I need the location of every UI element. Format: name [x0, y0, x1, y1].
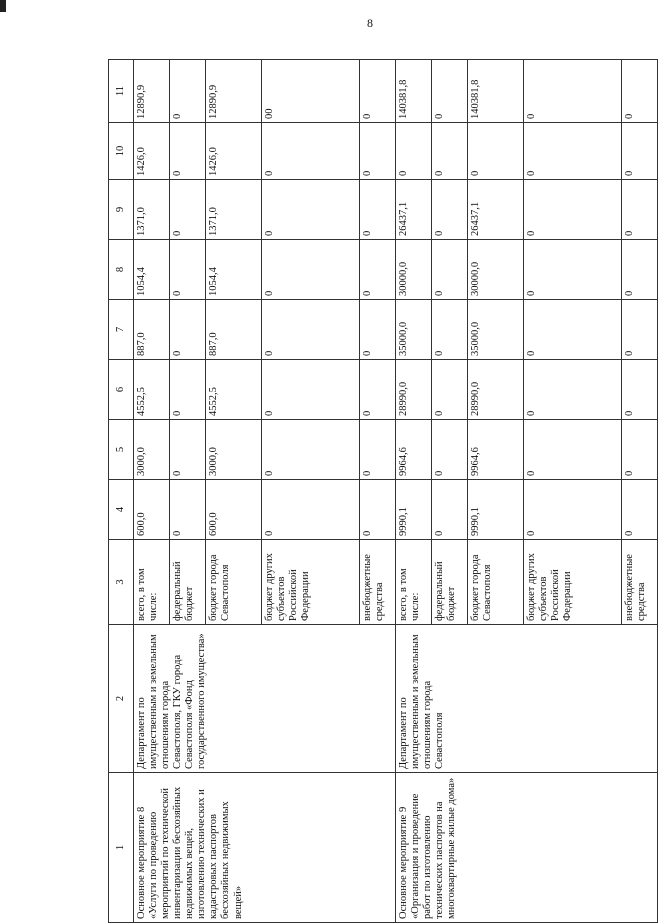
- value-cell: 9964,6: [468, 420, 524, 480]
- value-cell: 0: [524, 123, 622, 180]
- funding-source-cell: федеральный бюджет: [432, 540, 468, 625]
- header-cell: 4: [109, 480, 134, 540]
- value-cell: 35000,0: [396, 300, 432, 360]
- value-cell: 0: [524, 480, 622, 540]
- event-cell: Основное мероприятие 9 «Организация и проведение работ по изготовлению технических паспортов на многоквартирные жилые дома»: [396, 773, 658, 923]
- scan-edge-mark: [0, 0, 6, 12]
- value-cell: 0: [360, 180, 396, 240]
- value-cell: 0: [524, 420, 622, 480]
- funding-source-cell: всего, в том числе:: [396, 540, 432, 625]
- value-cell: 3000,0: [134, 420, 170, 480]
- value-cell: 0: [262, 480, 360, 540]
- value-cell: 0: [170, 180, 206, 240]
- value-cell: 1371,0: [206, 180, 262, 240]
- value-cell: 0: [622, 480, 658, 540]
- value-cell: 0: [432, 123, 468, 180]
- funding-source-cell: федеральный бюджет: [170, 540, 206, 625]
- value-cell: 35000,0: [468, 300, 524, 360]
- value-cell: 4552,5: [134, 360, 170, 420]
- value-cell: 0: [170, 480, 206, 540]
- value-cell: 00: [262, 60, 360, 123]
- value-cell: 0: [622, 60, 658, 123]
- rotated-table-wrapper: [108, 59, 658, 923]
- value-cell: 9964,6: [396, 420, 432, 480]
- header-cell: 3: [109, 540, 134, 625]
- header-cell: 8: [109, 240, 134, 300]
- value-cell: 0: [524, 60, 622, 123]
- value-cell: 0: [170, 123, 206, 180]
- value-cell: 0: [432, 420, 468, 480]
- value-cell: 0: [432, 300, 468, 360]
- value-cell: 1054,4: [134, 240, 170, 300]
- header-cell: 1: [109, 773, 134, 923]
- value-cell: 0: [622, 300, 658, 360]
- value-cell: 0: [262, 300, 360, 360]
- value-cell: 0: [170, 360, 206, 420]
- value-cell: 887,0: [206, 300, 262, 360]
- value-cell: 0: [262, 240, 360, 300]
- value-cell: 140381,8: [468, 60, 524, 123]
- header-cell: 5: [109, 420, 134, 480]
- value-cell: 600,0: [134, 480, 170, 540]
- finance-table: [108, 59, 658, 923]
- value-cell: 0: [432, 180, 468, 240]
- value-cell: 0: [432, 360, 468, 420]
- value-cell: 12890,9: [134, 60, 170, 123]
- value-cell: 0: [524, 300, 622, 360]
- value-cell: 0: [432, 60, 468, 123]
- value-cell: 0: [170, 300, 206, 360]
- header-cell: 9: [109, 180, 134, 240]
- funding-source-cell: бюджет города Севастополя: [468, 540, 524, 625]
- value-cell: 0: [622, 180, 658, 240]
- value-cell: 0: [622, 360, 658, 420]
- value-cell: 0: [262, 360, 360, 420]
- funding-source-cell: внебюджетные средства: [360, 540, 396, 625]
- value-cell: 0: [524, 180, 622, 240]
- value-cell: 3000,0: [206, 420, 262, 480]
- funding-source-cell: бюджет города Севастополя: [206, 540, 262, 625]
- value-cell: 0: [360, 300, 396, 360]
- value-cell: 30000,0: [468, 240, 524, 300]
- value-cell: 0: [170, 420, 206, 480]
- executor-cell: Департамент по имущественным и земельным отношениям города Севастополя, ГКУ города Севастополя «Фонд государственного имущества»: [134, 625, 396, 773]
- value-cell: 1054,4: [206, 240, 262, 300]
- table-row: [134, 60, 170, 923]
- value-cell: 0: [170, 240, 206, 300]
- table-row: [396, 60, 432, 923]
- value-cell: 600,0: [206, 480, 262, 540]
- value-cell: 0: [432, 480, 468, 540]
- value-cell: 28990,0: [396, 360, 432, 420]
- value-cell: 0: [360, 60, 396, 123]
- value-cell: 0: [360, 360, 396, 420]
- funding-source-cell: внебюджетные средства: [622, 540, 658, 625]
- value-cell: 0: [360, 480, 396, 540]
- value-cell: 0: [622, 123, 658, 180]
- value-cell: 0: [360, 420, 396, 480]
- value-cell: 0: [622, 420, 658, 480]
- value-cell: 0: [170, 60, 206, 123]
- value-cell: 26437,1: [468, 180, 524, 240]
- value-cell: 9990,1: [396, 480, 432, 540]
- value-cell: 4552,5: [206, 360, 262, 420]
- executor-cell: Департамент по имущественным и земельным отношениям города Севастополя: [396, 625, 658, 773]
- value-cell: 12890,9: [206, 60, 262, 123]
- header-cell: 2: [109, 625, 134, 773]
- value-cell: 30000,0: [396, 240, 432, 300]
- value-cell: 0: [622, 240, 658, 300]
- header-cell: 6: [109, 360, 134, 420]
- header-cell: 11: [109, 60, 134, 123]
- header-row: [109, 60, 134, 923]
- funding-source-cell: всего, в том числе:: [134, 540, 170, 625]
- value-cell: 140381,8: [396, 60, 432, 123]
- value-cell: 0: [432, 240, 468, 300]
- value-cell: 0: [262, 420, 360, 480]
- value-cell: 28990,0: [468, 360, 524, 420]
- funding-source-cell: бюджет других субъектов Российской Федерации: [524, 540, 622, 625]
- funding-source-cell: бюджет других субъектов Российской Федерации: [262, 540, 360, 625]
- value-cell: 0: [524, 240, 622, 300]
- event-cell: Основное мероприятие 8 «Услуги по проведению мероприятий по технической инвентаризации бесхозяйных недвижимых вещей, изготовлению технических и кадастровых паспортов бесхозяйных недвижимых вещей»: [134, 773, 396, 923]
- value-cell: 26437,1: [396, 180, 432, 240]
- value-cell: 887,0: [134, 300, 170, 360]
- value-cell: 0: [468, 123, 524, 180]
- value-cell: 1426,0: [206, 123, 262, 180]
- page-number: 8: [367, 16, 373, 30]
- value-cell: 0: [524, 360, 622, 420]
- header-cell: 7: [109, 300, 134, 360]
- value-cell: 0: [360, 123, 396, 180]
- value-cell: 9990,1: [468, 480, 524, 540]
- value-cell: 1426,0: [134, 123, 170, 180]
- value-cell: 0: [360, 240, 396, 300]
- value-cell: 0: [262, 180, 360, 240]
- value-cell: 1371,0: [134, 180, 170, 240]
- header-cell: 10: [109, 123, 134, 180]
- value-cell: 0: [396, 123, 432, 180]
- value-cell: 0: [262, 123, 360, 180]
